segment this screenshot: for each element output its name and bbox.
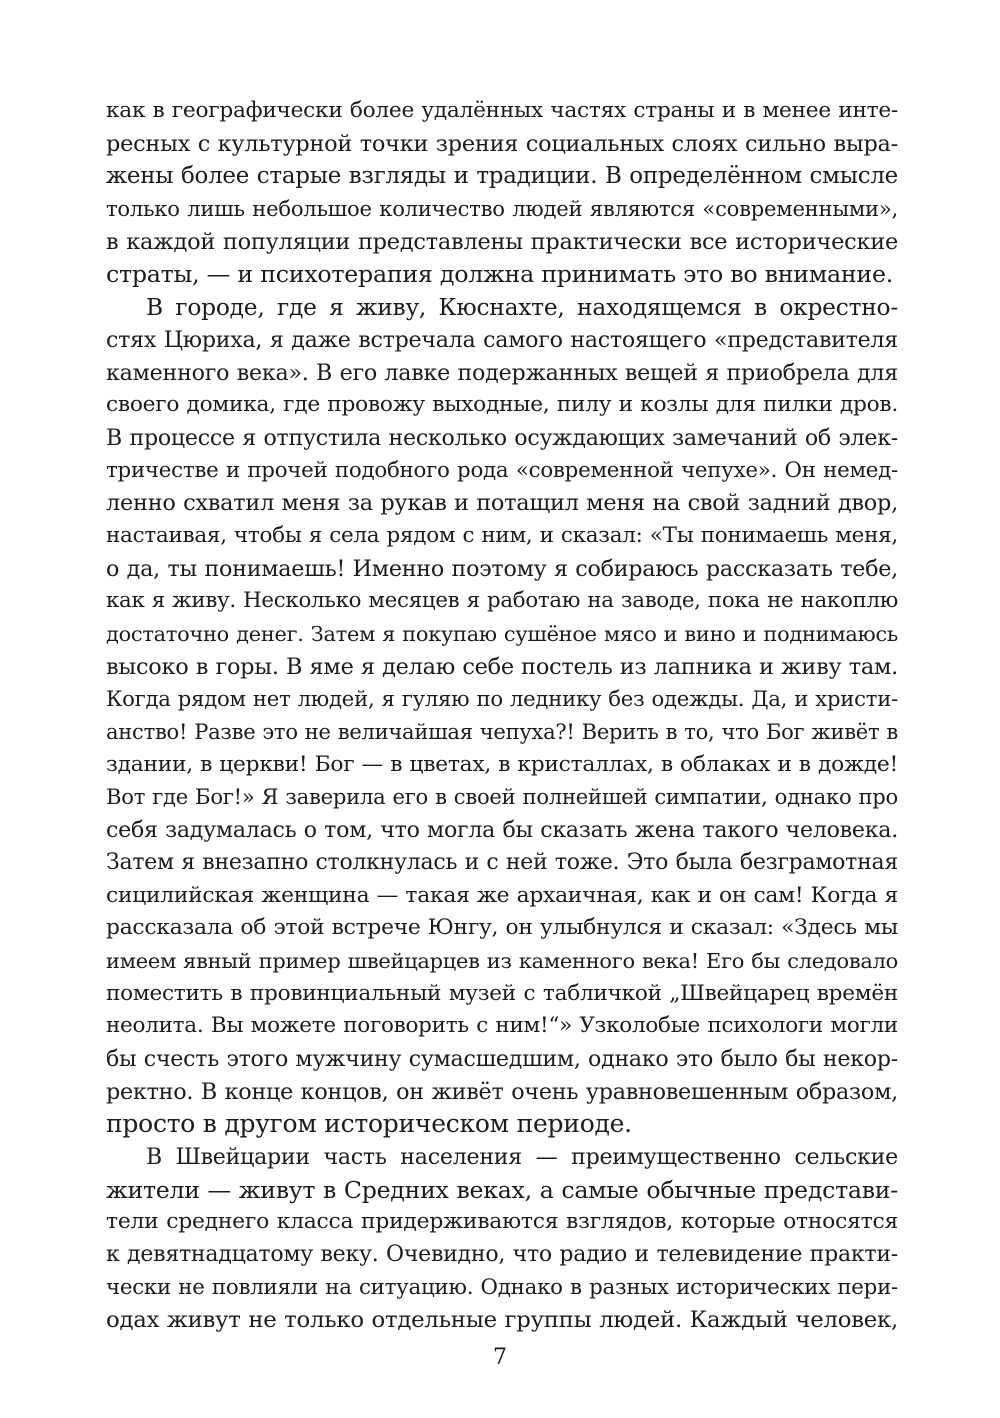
text-line: тели среднего класса придерживаются взглядов, которые относятся xyxy=(106,1209,898,1235)
text-line: страты, — и психотерапия должна принимать это во внимание. xyxy=(106,260,894,289)
text-line: Затем я внезапно столкнулась и с ней тоже. Это была безграмотная xyxy=(106,849,898,875)
paragraph xyxy=(106,95,898,291)
text-line: рассказала об этой встрече Юнгу, он улыбнулся и сказал: «Здесь мы xyxy=(106,915,898,941)
page-body xyxy=(106,95,898,1337)
paragraph xyxy=(106,291,898,1141)
text-line: своего домика, где провожу выходные, пилу и козлы для пилки дров. xyxy=(106,392,898,418)
paragraph xyxy=(106,1141,898,1337)
text-line: В Швейцарии часть населения — преимущественно сельские xyxy=(146,1144,898,1170)
text-line: В городе, где я живу, Кюснахте, находящемся в окрестно- xyxy=(146,293,898,322)
text-line: ресных с культурной точки зрения социальных слоях сильно выра- xyxy=(106,130,898,157)
text-line: здании, в церкви! Бог — в цветах, в кристаллах, в облаках и в дожде! xyxy=(106,751,898,777)
text-line: себя задумалась о том, что могла бы сказать жена такого человека. xyxy=(106,817,898,844)
text-line: только лишь небольшое количество людей являются «современными», xyxy=(106,196,898,222)
text-line: Когда рядом нет людей, я гуляю по леднику без одежды. Да, и христи- xyxy=(106,686,898,712)
text-line: одах живут не только отдельные группы людей. Каждый человек, xyxy=(106,1307,898,1334)
text-line: бы счесть этого мужчину сумасшедшим, однако это было бы некор- xyxy=(106,1045,898,1072)
text-line: настаивая, чтобы я села рядом с ним, и сказал: «Ты понимаешь меня, xyxy=(106,522,898,548)
text-line: жены более старые взгляды и традиции. В определённом смысле xyxy=(106,163,898,190)
text-line: высоко в горы. В яме я делаю себе постель из лапника и живу там. xyxy=(106,653,898,680)
text-line: просто в другом историческом периоде. xyxy=(106,1109,632,1139)
text-line: в каждой популяции представлены практически все исторические xyxy=(106,228,898,255)
text-line: каменного века». В его лавке подержанных вещей я приобрела для xyxy=(106,359,898,386)
text-line: Вот где Бог!» Я заверила его в своей полнейшей симпатии, однако про xyxy=(106,784,898,810)
text-line: поместить в провинциальный музей с табличкой „Швейцарец времён xyxy=(106,980,898,1006)
text-line: достаточно денег. Затем я покупаю сушёное мясо и вино и поднимаюсь xyxy=(106,622,898,646)
text-line: ленно схватил меня за рукав и потащил меня на свой задний двор, xyxy=(106,490,898,517)
text-line: чески не повлияли на ситуацию. Однако в разных исторических пери- xyxy=(106,1274,898,1300)
page-number: 7 xyxy=(493,1345,507,1370)
text-line: ректно. В конце концов, он живёт очень уравновешенным образом, xyxy=(106,1078,898,1105)
text-line: стях Цюриха, я даже встречала самого настоящего «представителя xyxy=(106,326,898,353)
text-line: о да, ты понимаешь! Именно поэтому я собираюсь рассказать тебе, xyxy=(106,555,898,582)
text-line: В процессе я отпустила несколько осуждающих замечаний об элек- xyxy=(106,424,898,451)
text-line: анство! Разве это не величайшая чепуха?! Верить в то, что Бог живёт в xyxy=(106,719,898,745)
text-line: имеем явный пример швейцарцев из каменного века! Его бы следовало xyxy=(106,948,898,973)
text-line: неолита. Вы можете поговорить с ним!“» Узколобые психологи могли xyxy=(106,1013,898,1039)
text-line: тричестве и прочей подобного рода «современной чепухе». Он немед- xyxy=(106,457,898,483)
text-line: сицилийская женщина — такая же архаичная, как и он сам! Когда я xyxy=(106,882,898,908)
text-line: жители — живут в Средних веках, а самые обычные представи- xyxy=(106,1175,898,1204)
text-line: как в географически более удалённых частях страны и в менее инте- xyxy=(106,98,898,123)
text-line: к девятнадцатому веку. Очевидно, что радио и телевидение практи- xyxy=(106,1242,898,1268)
text-line: как я живу. Несколько месяцев я работаю на заводе, пока не накоплю xyxy=(106,588,898,614)
